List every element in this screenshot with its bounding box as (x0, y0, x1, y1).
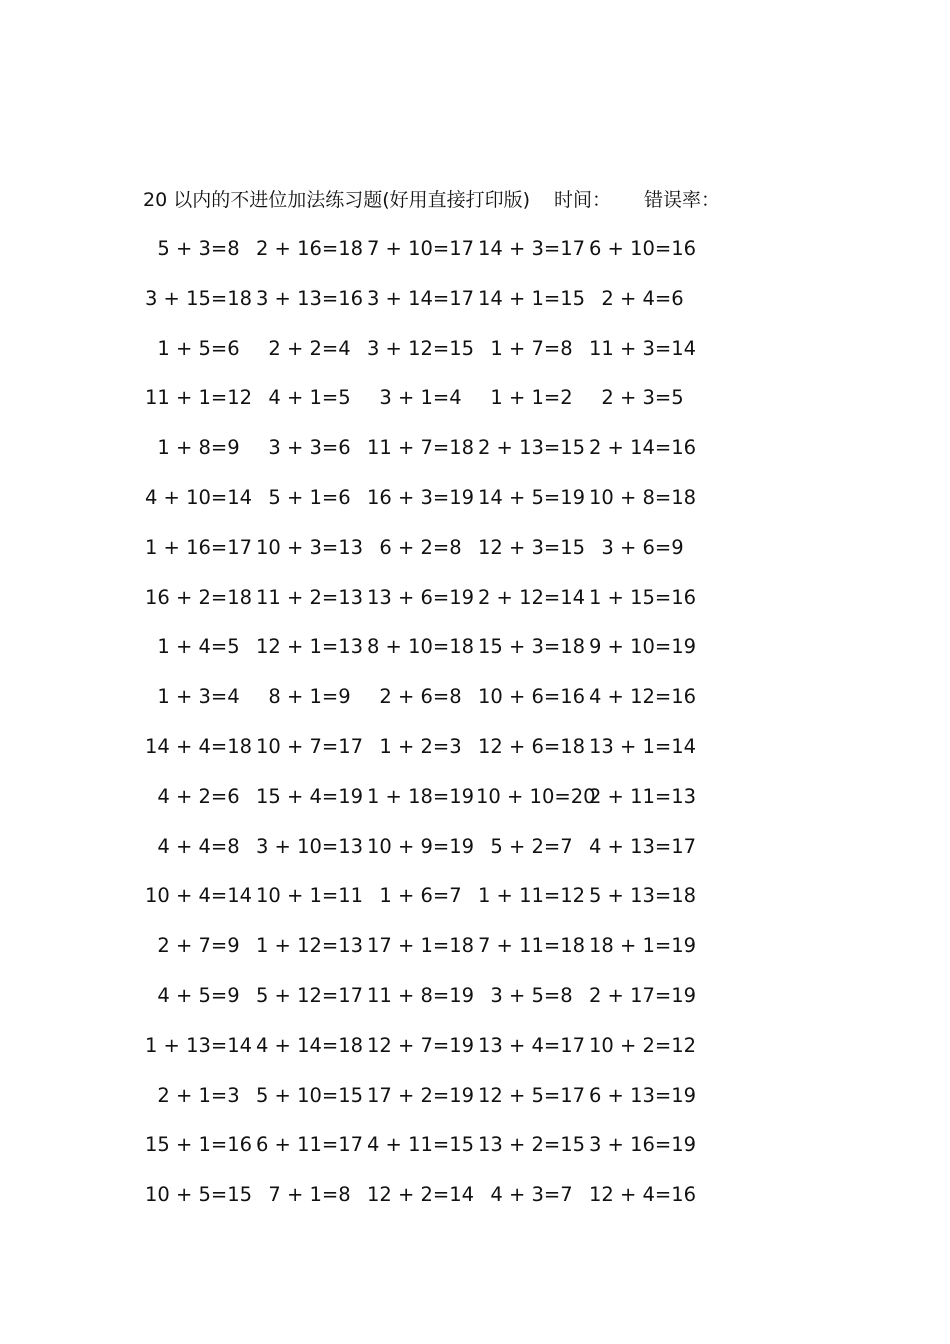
equation-row (143, 1033, 743, 1083)
equation-row (143, 485, 743, 535)
equation-item: 13 + 2=15 (477, 1133, 586, 1157)
equation-item: 12 + 7=19 (366, 1033, 475, 1057)
equation-item: 2 + 13=15 (477, 436, 586, 460)
equation-item: 6 + 2=8 (379, 535, 462, 559)
equation-item: 4 + 1=5 (268, 386, 351, 410)
equation-item: 1 + 8=9 (157, 436, 240, 460)
equation-item: 15 + 3=18 (477, 635, 586, 659)
equation-item: 2 + 14=16 (588, 436, 697, 460)
equation-row (143, 236, 743, 286)
equation-item: 8 + 1=9 (268, 685, 351, 709)
equation-item: 10 + 10=20 (476, 784, 596, 808)
equation-item: 2 + 2=4 (268, 336, 351, 360)
equation-item: 10 + 8=18 (588, 485, 697, 509)
equation-item: 8 + 10=18 (366, 635, 475, 659)
equation-item: 15 + 1=16 (144, 1133, 253, 1157)
equation-item: 12 + 5=17 (477, 1083, 586, 1107)
equation-row (143, 336, 743, 386)
equation-item: 1 + 16=17 (144, 535, 253, 559)
time-label: 时间： (554, 189, 612, 211)
equation-item: 1 + 11=12 (477, 884, 586, 908)
equation-item: 2 + 16=18 (255, 237, 364, 260)
equation-item: 1 + 1=2 (490, 386, 573, 410)
error-rate-label: 错误率： (644, 189, 721, 211)
equation-item: 4 + 4=8 (157, 834, 240, 858)
equation-item: 11 + 2=13 (255, 585, 364, 609)
equation-item: 1 + 3=4 (157, 685, 240, 709)
equation-item: 1 + 2=3 (379, 734, 462, 758)
equation-item: 1 + 5=6 (157, 336, 240, 360)
equation-row (143, 286, 743, 336)
equation-row (143, 1132, 743, 1182)
equation-item: 5 + 12=17 (255, 983, 364, 1007)
equation-item: 13 + 4=17 (477, 1033, 586, 1057)
equation-item: 4 + 12=16 (588, 685, 697, 709)
equation-item: 4 + 13=17 (588, 834, 697, 858)
equation-item: 3 + 6=9 (601, 535, 684, 559)
equation-item: 10 + 2=12 (588, 1033, 697, 1057)
equation-item: 12 + 2=14 (366, 1183, 475, 1207)
equation-item: 4 + 10=14 (144, 485, 253, 509)
equation-row (143, 1083, 743, 1133)
equation-row (143, 535, 743, 585)
equation-item: 2 + 1=3 (157, 1083, 240, 1107)
equation-item: 2 + 7=9 (157, 934, 240, 958)
equation-item: 5 + 2=7 (490, 834, 573, 858)
equation-item: 4 + 2=6 (157, 784, 240, 808)
equation-item: 5 + 3=8 (157, 237, 240, 260)
equation-item: 11 + 1=12 (144, 386, 253, 410)
equation-row (143, 834, 743, 884)
equation-item: 10 + 4=14 (144, 884, 253, 908)
equation-item: 7 + 11=18 (477, 934, 586, 958)
equation-grid (143, 236, 743, 1232)
equation-item: 3 + 15=18 (144, 286, 253, 310)
equation-item: 14 + 3=17 (477, 237, 586, 260)
equation-item: 1 + 12=13 (255, 934, 364, 958)
equation-item: 3 + 13=16 (255, 286, 364, 310)
equation-item: 10 + 3=13 (255, 535, 364, 559)
equation-item: 17 + 2=19 (366, 1083, 475, 1107)
equation-row (143, 784, 743, 834)
equation-item: 14 + 1=15 (477, 286, 586, 310)
equation-item: 6 + 10=16 (588, 237, 697, 260)
equation-row (143, 734, 743, 784)
equation-item: 1 + 18=19 (366, 784, 475, 808)
equation-item: 15 + 4=19 (255, 784, 364, 808)
equation-row (143, 385, 743, 435)
equation-item: 2 + 11=13 (588, 784, 697, 808)
equation-item: 1 + 4=5 (157, 635, 240, 659)
equation-item: 4 + 14=18 (255, 1033, 364, 1057)
equation-item: 4 + 11=15 (366, 1133, 475, 1157)
equation-item: 1 + 6=7 (379, 884, 462, 908)
equation-item: 3 + 16=19 (588, 1133, 697, 1157)
equation-item: 2 + 3=5 (601, 386, 684, 410)
equation-item: 4 + 5=9 (157, 983, 240, 1007)
equation-row (143, 684, 743, 734)
equation-item: 1 + 7=8 (490, 336, 573, 360)
equation-row (143, 585, 743, 635)
equation-item: 6 + 11=17 (255, 1133, 364, 1157)
equation-item: 5 + 10=15 (255, 1083, 364, 1107)
equation-item: 11 + 3=14 (588, 336, 697, 360)
equation-item: 2 + 6=8 (379, 685, 462, 709)
equation-item: 12 + 3=15 (477, 535, 586, 559)
equation-item: 2 + 12=14 (477, 585, 586, 609)
equation-item: 4 + 3=7 (490, 1183, 573, 1207)
equation-item: 10 + 1=11 (255, 884, 364, 908)
equation-item: 17 + 1=18 (366, 934, 475, 958)
equation-item: 12 + 1=13 (255, 635, 364, 659)
equation-row (143, 933, 743, 983)
equation-item: 7 + 1=8 (268, 1183, 351, 1207)
equation-item: 14 + 5=19 (477, 485, 586, 509)
equation-item: 3 + 1=4 (379, 386, 462, 410)
equation-row (143, 1182, 743, 1232)
equation-item: 10 + 9=19 (366, 834, 475, 858)
equation-item: 7 + 10=17 (366, 237, 475, 260)
equation-item: 10 + 5=15 (144, 1183, 253, 1207)
equation-item: 10 + 6=16 (477, 685, 586, 709)
equation-item: 3 + 12=15 (366, 336, 475, 360)
worksheet-title: 20 以内的不进位加法练习题(好用直接打印版) (143, 189, 531, 211)
equation-row (143, 435, 743, 485)
equation-item: 5 + 1=6 (268, 485, 351, 509)
equation-item: 13 + 1=14 (588, 734, 697, 758)
worksheet-header (143, 187, 863, 217)
equation-item: 3 + 10=13 (255, 834, 364, 858)
equation-item: 1 + 13=14 (144, 1033, 253, 1057)
equation-row (143, 883, 743, 933)
equation-item: 9 + 10=19 (588, 635, 697, 659)
equation-item: 5 + 13=18 (588, 884, 697, 908)
equation-item: 11 + 8=19 (366, 983, 475, 1007)
equation-item: 13 + 6=19 (366, 585, 475, 609)
equation-item: 18 + 1=19 (588, 934, 697, 958)
equation-row (143, 983, 743, 1033)
equation-item: 14 + 4=18 (144, 734, 253, 758)
equation-item: 6 + 13=19 (588, 1083, 697, 1107)
equation-item: 3 + 14=17 (366, 286, 475, 310)
equation-row (143, 634, 743, 684)
equation-item: 2 + 17=19 (588, 983, 697, 1007)
equation-item: 11 + 7=18 (366, 436, 475, 460)
equation-item: 16 + 3=19 (366, 485, 475, 509)
equation-item: 3 + 3=6 (268, 436, 351, 460)
equation-item: 10 + 7=17 (255, 734, 364, 758)
equation-item: 12 + 6=18 (477, 734, 586, 758)
equation-item: 12 + 4=16 (588, 1183, 697, 1207)
equation-item: 16 + 2=18 (144, 585, 253, 609)
equation-item: 3 + 5=8 (490, 983, 573, 1007)
equation-item: 2 + 4=6 (601, 286, 684, 310)
equation-item: 1 + 15=16 (588, 585, 697, 609)
